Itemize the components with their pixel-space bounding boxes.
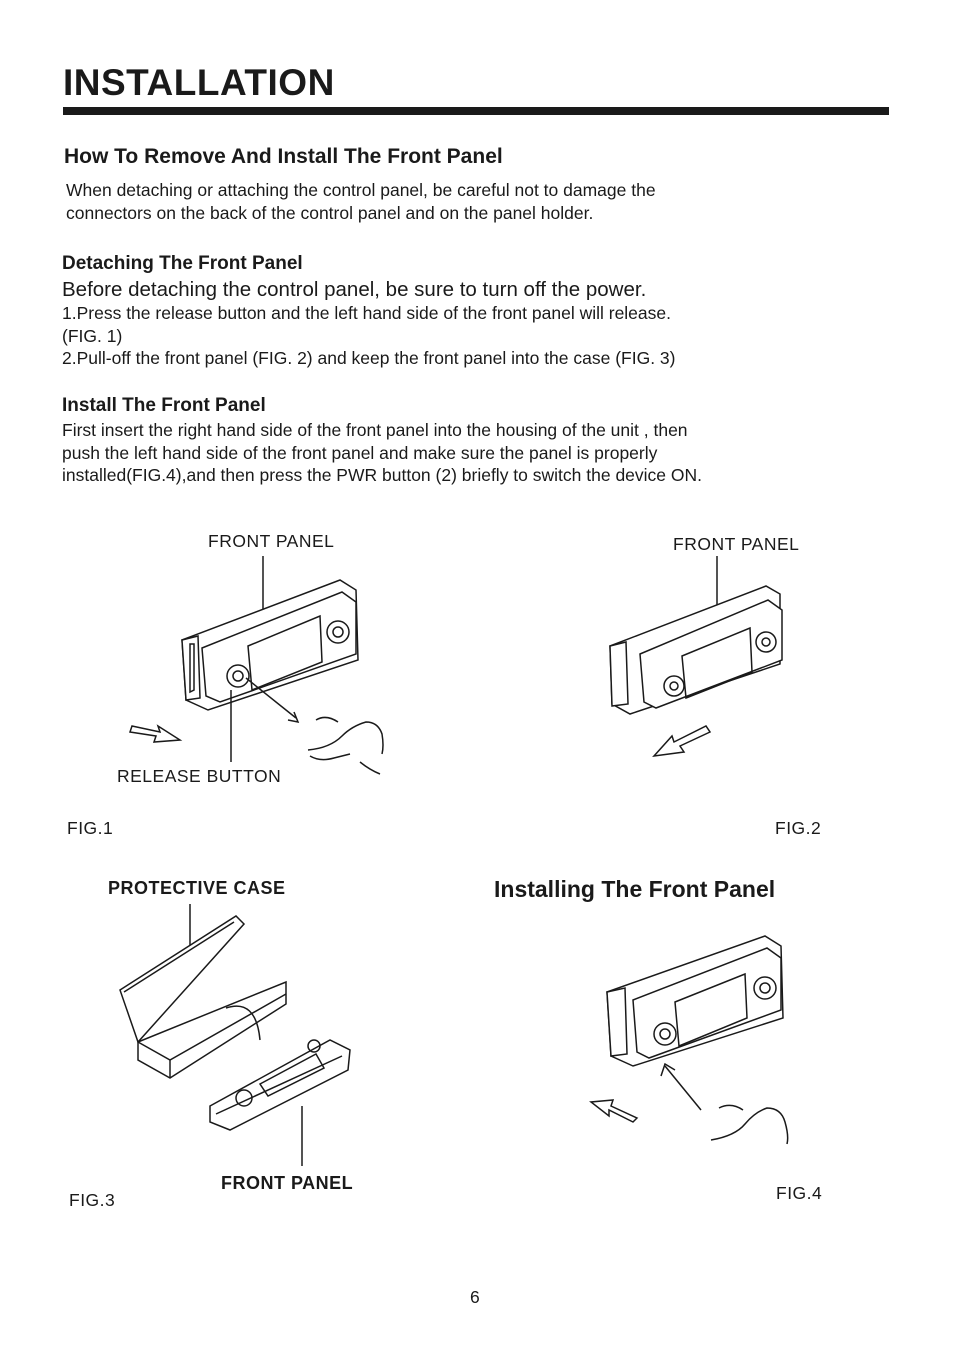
- section-heading-detaching: Detaching The Front Panel: [62, 253, 303, 274]
- fig3-callout-protective-case: PROTECTIVE CASE: [108, 878, 286, 898]
- fig4-heading: Installing The Front Panel: [494, 876, 776, 902]
- fig3-label: FIG.3: [69, 1190, 116, 1210]
- detaching-intro: Before detaching the control panel, be sure to turn off the power.: [62, 278, 647, 301]
- text-line: 2.Pull-off the front panel (FIG. 2) and keep the front panel into the case (FIG. 3): [62, 348, 676, 368]
- detaching-steps: [62, 302, 675, 370]
- fig2-label: FIG.2: [775, 818, 822, 838]
- fig1-label: FIG.1: [67, 818, 114, 838]
- fig1-callout-release-button: RELEASE BUTTON: [117, 766, 282, 786]
- page-number: 6: [470, 1287, 481, 1307]
- fig4-illustration: [585, 930, 805, 1150]
- section-heading-remove-install: How To Remove And Install The Front Panel: [64, 145, 503, 168]
- fig4-label: FIG.4: [776, 1183, 823, 1203]
- fig3-illustration: [110, 900, 360, 1170]
- text-line: push the left hand side of the front panel and make sure the panel is properly: [62, 442, 658, 463]
- install-text: [62, 419, 702, 487]
- fig1-illustration: [120, 550, 400, 780]
- title-rule: [63, 107, 889, 115]
- page-title: INSTALLATION: [63, 62, 335, 103]
- text-line: (FIG. 1): [62, 325, 123, 346]
- text-line: First insert the right hand side of the front panel into the housing of the unit , then: [62, 420, 688, 440]
- text-line: 1.Press the release button and the left hand side of the front panel will release.: [62, 303, 671, 323]
- fig2-callout-front-panel: FRONT PANEL: [673, 534, 800, 554]
- remove-install-text: [66, 179, 656, 224]
- fig1-callout-front-panel: FRONT PANEL: [208, 531, 335, 551]
- fig3-callout-front-panel: FRONT PANEL: [221, 1173, 354, 1193]
- fig2-illustration: [600, 550, 800, 770]
- text-line: When detaching or attaching the control panel, be careful not to damage the: [66, 180, 656, 200]
- text-line: connectors on the back of the control panel and on the panel holder.: [66, 202, 594, 223]
- text-line: installed(FIG.4),and then press the PWR button (2) briefly to switch the device ON.: [62, 465, 702, 485]
- section-heading-install: Install The Front Panel: [62, 395, 266, 416]
